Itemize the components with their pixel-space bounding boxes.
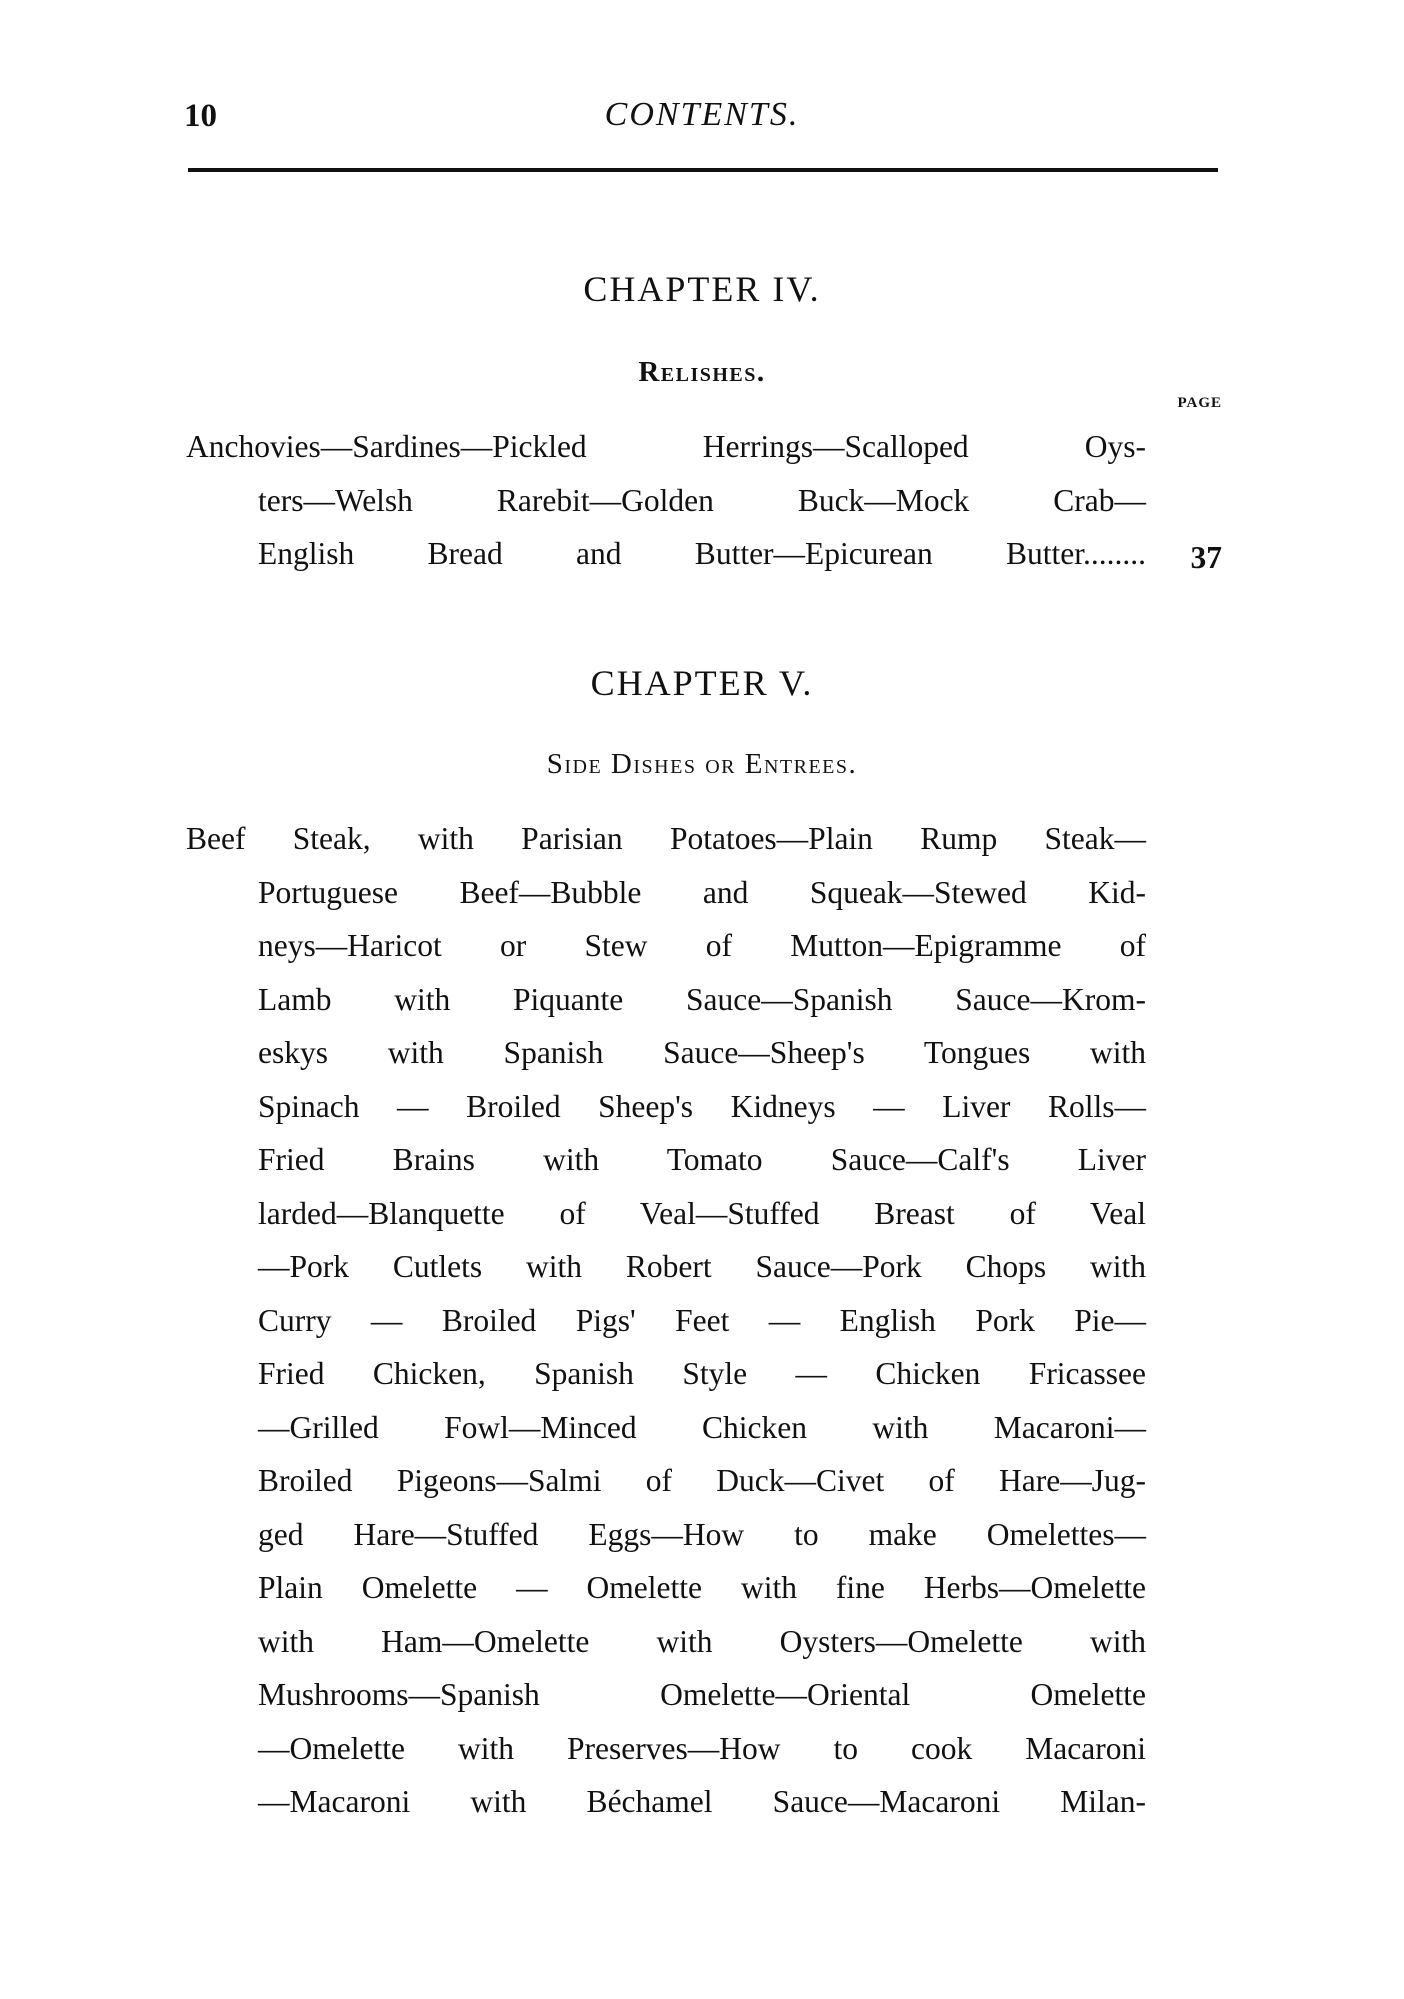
entry-line: Broiled Pigeons—Salmi of Duck—Civet of Hare—Jug- [258, 1463, 1146, 1498]
entry-line: neys—Haricot or Stew of Mutton—Epigramme of [258, 928, 1146, 963]
entry-line: Beef Steak, with Parisian Potatoes—Plain Rump Steak— [186, 821, 1146, 856]
entry-line: —Macaroni with Béchamel Sauce—Macaroni Milan- [258, 1784, 1146, 1819]
chapter-v-title: CHAPTER V. [590, 663, 814, 703]
chapter-iv-title: CHAPTER IV. [583, 269, 821, 309]
entry-line: Plain Omelette — Omelette with fine Herbs—Omelette [258, 1570, 1146, 1605]
entry-line: Lamb with Piquante Sauce—Spanish Sauce—Krom- [258, 981, 1146, 1017]
chapter-v-entry [186, 812, 1146, 1829]
entry-line: Portuguese Beef—Bubble and Squeak—Stewed Kid- [258, 874, 1146, 910]
entry-line: Spinach — Broiled Sheep's Kidneys — Liver Rolls— [258, 1088, 1146, 1124]
entry-line: —Grilled Fowl—Minced Chicken with Macaroni— [258, 1409, 1146, 1445]
entry-line: ged Hare—Stuffed Eggs—How to make Omelettes— [258, 1516, 1146, 1552]
page-number: 10 [184, 98, 217, 134]
page-column-label: PAGE [1177, 395, 1222, 411]
entry-line: Fried Chicken, Spanish Style — Chicken Fricassee [258, 1356, 1146, 1391]
chapter-iv-subtitle: Relishes. [638, 356, 766, 388]
entry-line: larded—Blanquette of Veal—Stuffed Breast of Veal [258, 1195, 1146, 1231]
entry-line: ters—Welsh Rarebit—Golden Buck—Mock Crab— [258, 482, 1146, 518]
chapter-iv-page: 37 [1190, 540, 1222, 575]
chapter-iv-entry [186, 420, 1146, 581]
running-head-title: CONTENTS. [604, 96, 800, 133]
entry-line: Anchovies—Sardines—Pickled Herrings—Scalloped Oys- [186, 429, 1146, 464]
entry-line: Curry — Broiled Pigs' Feet — English Pork Pie— [258, 1302, 1146, 1338]
entry-line: with Ham—Omelette with Oysters—Omelette with [258, 1623, 1146, 1659]
entry-line: —Omelette with Preserves—How to cook Macaroni [258, 1730, 1146, 1766]
header-rule [188, 168, 1218, 172]
entry-line: eskys with Spanish Sauce—Sheep's Tongues with [258, 1035, 1146, 1070]
entry-line: Mushrooms—Spanish Omelette—Oriental Omelette [258, 1677, 1146, 1712]
entry-line: English Bread and Butter—Epicurean Butter........ [258, 536, 1146, 571]
chapter-v-subtitle: Side Dishes or Entrees. [546, 748, 858, 780]
entry-line: —Pork Cutlets with Robert Sauce—Pork Chops with [258, 1249, 1146, 1284]
entry-line: Fried Brains with Tomato Sauce—Calf's Liver [258, 1142, 1146, 1177]
